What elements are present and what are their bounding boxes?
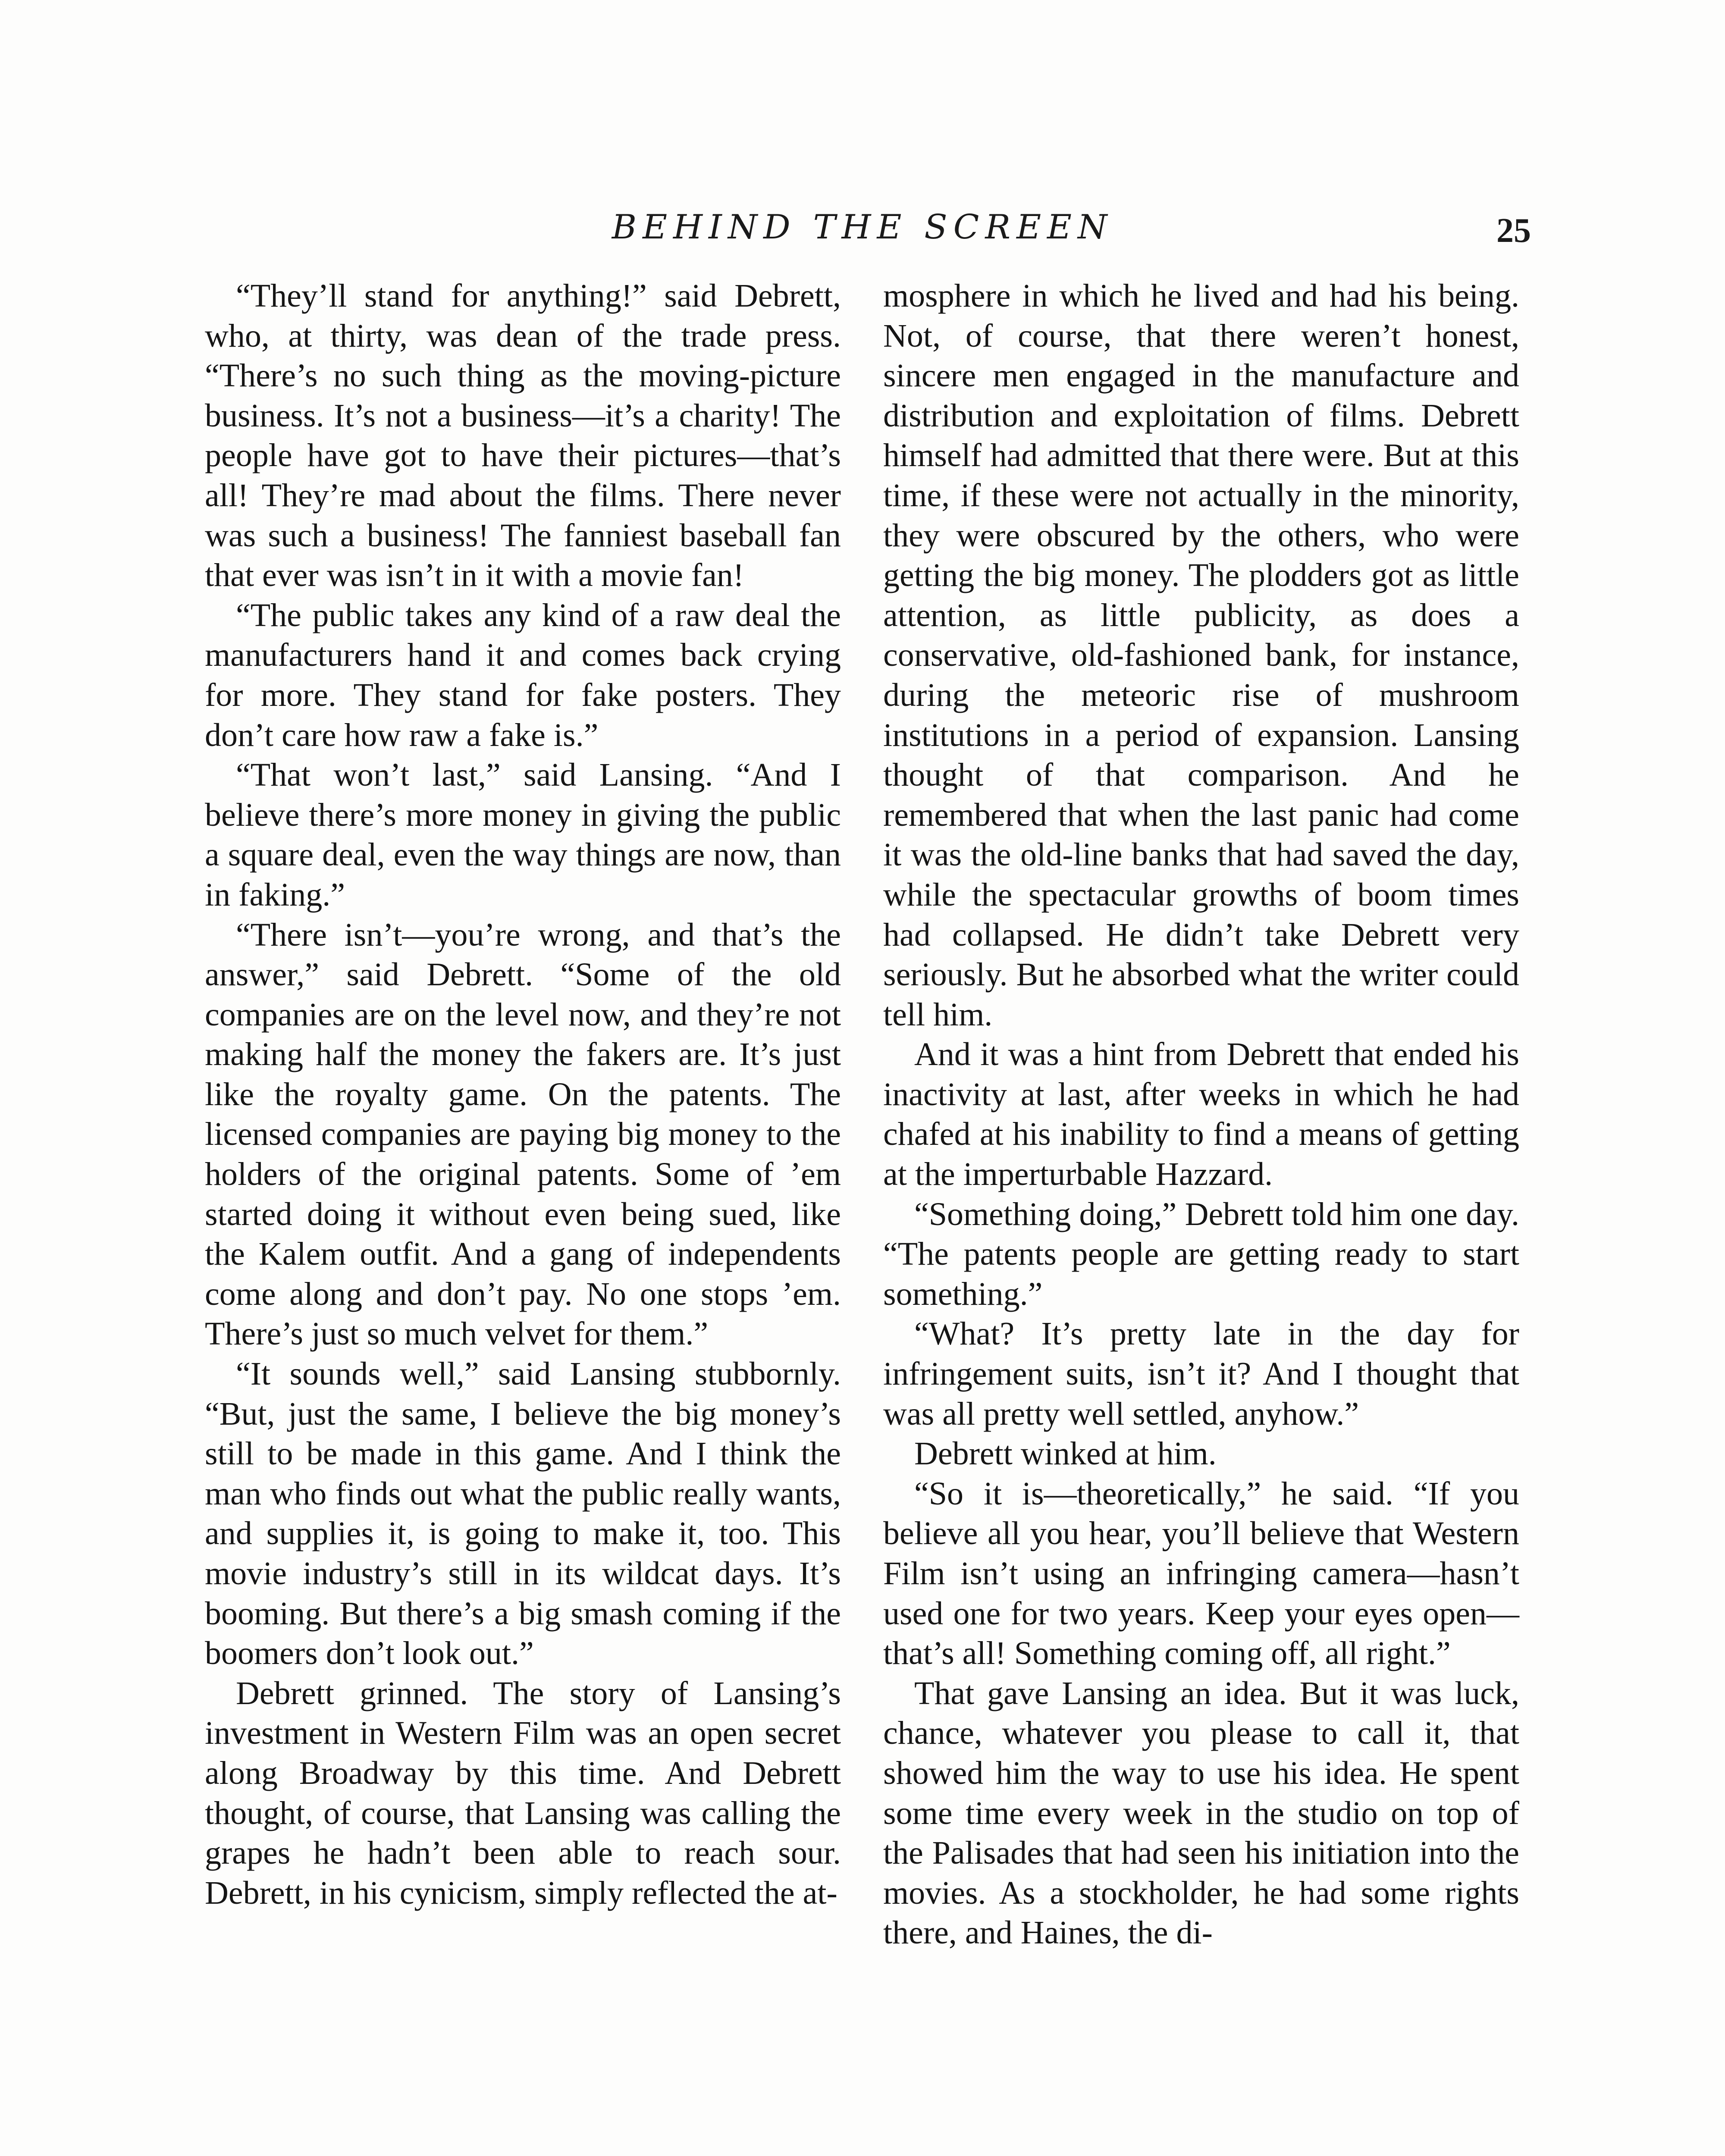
- paragraph: “There isn’t—you’re wrong, and that’s the answer,” said Debrett. “Some of the old companies are on the level now, and they’re not making half the money the fakers are. It’s just like the royalty game. On the patents. The licensed companies are paying big money to the holders of the original patents. Some of ’em started doing it without even being sued, like the Kalem outfit. And a gang of independents come along and don’t pay. No one stops ’em. There’s just so much velvet for them.”: [205, 916, 841, 1352]
- paragraph: “It sounds well,” said Lansing stubbornly. “But, just the same, I believe the big money’s still to be made in this game. And I think the man who finds out what the public really wants, and supplies it, is going to make it, too. This movie industry’s still in its wildcat days. It’s booming. But there’s a big smash coming if the boomers don’t look out.”: [205, 1356, 841, 1672]
- left-column: [205, 276, 841, 1913]
- paragraph: Debrett grinned. The story of Lansing’s investment in Western Film was an open secret along Broadway by this time. And Debrett thought, of course, that Lansing was calling the grapes he hadn’t been able to reach sour. Debrett, in his cynicism, simply reflected the at-: [205, 1675, 841, 1911]
- paragraph: “What? It’s pretty late in the day for infringement suits, isn’t it? And I thought that was all pretty well settled, anyhow.”: [883, 1316, 1519, 1432]
- paragraph: “They’ll stand for anything!” said Debrett, who, at thirty, was dean of the trade press. “There’s no such thing as the moving-picture business. It’s not a business—it’s a charity! The people have got to have their pictures—that’s all! They’re mad about the films. There never was such a business! The fanniest baseball fan that ever was isn’t in it with a movie fan!: [205, 278, 841, 594]
- running-title: BEHIND THE SCREEN: [612, 208, 1113, 247]
- paragraph: “So it is—theoretically,” he said. “If you believe all you hear, you’ll believe that Western Film isn’t using an infringing camera—hasn’t used one for two years. Keep your eyes open—that’s all! Something coming off, all right.”: [883, 1475, 1519, 1672]
- page-number: 25: [1496, 212, 1531, 250]
- paragraph: “That won’t last,” said Lansing. “And I believe there’s more money in giving the public a square deal, even the way things are now, than in faking.”: [205, 757, 841, 913]
- right-column: [883, 276, 1519, 1953]
- paragraph: “The public takes any kind of a raw deal the manufacturers hand it and comes back crying for more. They stand for fake posters. They don’t care how raw a fake is.”: [205, 597, 841, 753]
- paragraph-continued: mosphere in which he lived and had his being. Not, of course, that there weren’t honest, sincere men engaged in the manufacture and distribution and exploitation of films. Debrett himself had admitted that there were. But at this time, if these were not actually in the minority, they were obscured by the others, who were getting the big money. The plodders got as little attention, as little publicity, as does a conservative, old-fashioned bank, for instance, during the meteoric rise of mushroom institutions in a period of expansion. Lansing thought of that comparison. And he remembered that when the last panic had come it was the old-line banks that had saved the day, while the spectacular growths of boom times had collapsed. He didn’t take Debrett very seriously. But he absorbed what the writer could tell him.: [883, 278, 1519, 1033]
- paragraph: That gave Lansing an idea. But it was luck, chance, whatever you please to call it, that showed him the way to use his idea. He spent some time every week in the studio on top of the Palisades that had seen his initiation into the movies. As a stockholder, he had some rights there, and Haines, the di-: [883, 1675, 1519, 1951]
- paragraph: And it was a hint from Debrett that ended his inactivity at last, after weeks in which he had chafed at his inability to find a means of getting at the imperturbable Hazzard.: [883, 1036, 1519, 1193]
- paragraph: Debrett winked at him.: [914, 1435, 1217, 1472]
- paragraph: “Something doing,” Debrett told him one day. “The patents people are getting ready to start something.”: [883, 1196, 1519, 1312]
